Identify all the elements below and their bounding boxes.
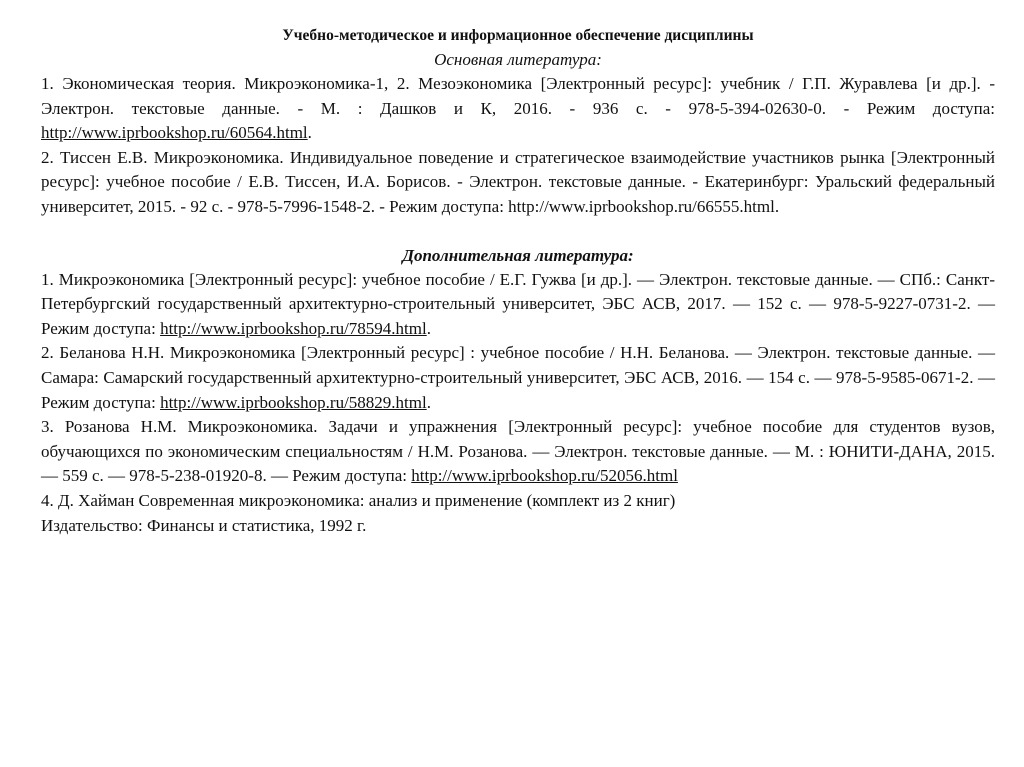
additional-literature-item-4-publisher: Издательство: Финансы и статистика, 1992 г. bbox=[41, 515, 367, 535]
additional-literature-item-4: 4. Д. Хайман Современная микроэкономика: анализ и применение (комплект из 2 книг) bbox=[41, 490, 676, 510]
section-spacer bbox=[41, 220, 995, 244]
additional-literature-item-3 bbox=[41, 415, 995, 489]
entry-link[interactable]: http://www.iprbookshop.ru/52056.html bbox=[411, 466, 678, 486]
slide-content bbox=[41, 24, 995, 538]
entry-tail: . bbox=[426, 318, 431, 338]
additional-literature-heading: Дополнительная литература: bbox=[402, 245, 634, 265]
entry-text: 3. Розанова Н.М. Микроэкономика. Задачи и упражнения [Электронный ресурс]: учебное пособие для студентов вузов, обучающихся по экономическим специальностям / Н.М. Розанова. — Электрон. текстовые данные. — М. : ЮНИТИ-ДАНА, 2015. — 559 c. — 978-5-238-01920-8. — Режим доступа: bbox=[41, 417, 995, 486]
main-literature-item-1 bbox=[41, 72, 995, 146]
page-title: Учебно-методическое и информационное обеспечение дисциплины bbox=[282, 27, 754, 44]
additional-literature-item-1 bbox=[41, 268, 995, 342]
entry-tail: . bbox=[307, 123, 312, 143]
main-literature-item-2 bbox=[41, 146, 995, 220]
entry-tail: . bbox=[426, 392, 431, 412]
entry-text: 2. Беланова Н.Н. Микроэкономика [Электронный ресурс] : учебное пособие / Н.Н. Беланова. — Электрон. текстовые данные. — Самара: Самарский государственный архитектурно-строительный университет, ЭБС АСВ, 2016. — 154 c. — 978-5-9585-0671-2. — Режим доступа: bbox=[41, 343, 995, 412]
main-literature-heading: Основная литература: bbox=[434, 50, 602, 69]
entry-text: 2. Тиссен Е.В. Микроэкономика. Индивидуальное поведение и стратегическое взаимодействие участников рынка [Электронный ресурс]: учебное пособие / Е.В. Тиссен, И.А. Борисов. - Электрон. текстовые данные. - Екатеринбург: Уральский федеральный университет, 2015. - 92 с. - 978-5-7996-1548-2. - Режим доступа: http://www.iprbookshop.ru/66555.html. bbox=[41, 147, 995, 216]
entry-link[interactable]: http://www.iprbookshop.ru/78594.html bbox=[160, 318, 427, 338]
entry-link[interactable]: http://www.iprbookshop.ru/60564.html bbox=[41, 123, 308, 143]
additional-literature-item-2 bbox=[41, 341, 995, 415]
entry-text: 1. Микроэкономика [Электронный ресурс]: учебное пособие / Е.Г. Гужва [и др.]. — Электрон. текстовые данные. — СПб.: Санкт-Петербургский государственный архитектурно-строительный университет, ЭБС АСВ, 2017. — 152 c. — 978-5-9227-0731-2. — Режим доступа: bbox=[41, 269, 995, 338]
entry-link[interactable]: http://www.iprbookshop.ru/58829.html bbox=[160, 392, 427, 412]
entry-text: 1. Экономическая теория. Микроэкономика-1, 2. Мезоэкономика [Электронный ресурс]: учебник / Г.П. Журавлева [и др.]. - Электрон. текстовые данные. - М. : Дашков и К, 2016. - 936 с. - 978-5-394-02630-0. - Режим доступа: bbox=[41, 74, 995, 118]
